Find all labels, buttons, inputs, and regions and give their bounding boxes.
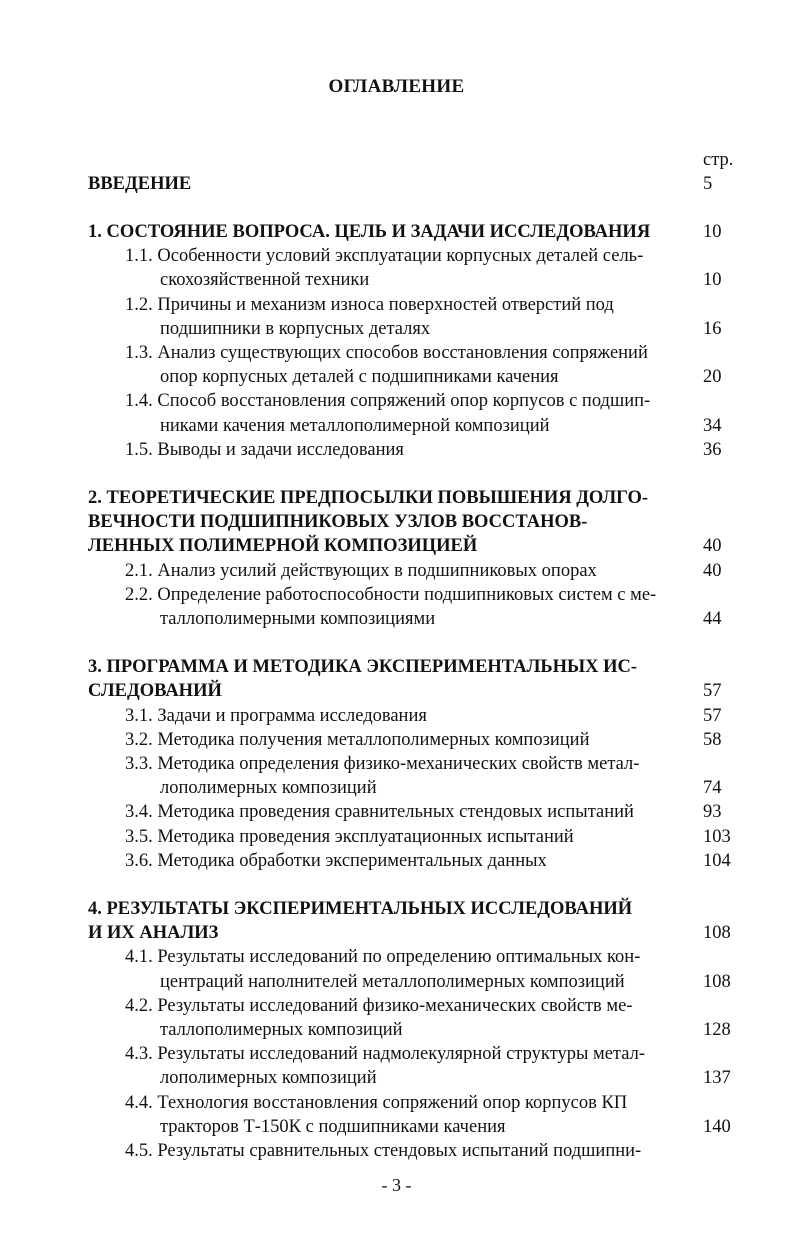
toc-subsection-page: 36 [703,439,722,460]
toc-subsection-page: 104 [703,850,731,871]
toc-section-title: ВЕЧНОСТИ ПОДШИПНИКОВЫХ УЗЛОВ ВОССТАНОВ- [88,512,588,533]
toc-subsection-line: 1.4. Способ восстановления сопряжений опор корпусов с подшип- [125,391,651,412]
toc-subsection-line: опор корпусных деталей с подшипниками качения [160,367,559,388]
toc-subsection-line: никами качения металлополимерной композиций [160,415,550,436]
toc-subsection-page: 10 [703,270,722,291]
toc-subsection-page: 74 [703,778,722,799]
toc-section-title: 3. ПРОГРАММА И МЕТОДИКА ЭКСПЕРИМЕНТАЛЬНЫХ ИС- [88,657,638,678]
toc-subsection-line: 1.3. Анализ существующих способов восстановления сопряжений [125,343,648,363]
toc-subsection-line: 4.3. Результаты исследований надмолекулярной структуры метал- [125,1044,645,1065]
toc-subsection-line: лополимерных композиций [160,1068,377,1089]
toc-subsection-line: скохозяйственной техники [160,270,370,291]
toc-subsection-line: 3.1. Задачи и программа исследования [125,705,427,726]
toc-subsection-line: 3.5. Методика проведения эксплуатационных испытаний [125,826,574,847]
toc-section-title: И ИХ АНАЛИЗ [88,923,219,944]
toc-subsection-line: таллополимерных композиций [160,1020,403,1040]
toc-subsection-line: 3.4. Методика проведения сравнительных стендовых испытаний [125,802,634,823]
toc-subsection-line: 3.3. Методика определения физико-механических свойств метал- [125,754,640,774]
toc-section-title: ЛЕННЫХ ПОЛИМЕРНОЙ КОМПОЗИЦИЕЙ [88,536,478,557]
toc-subsection-line: 4.4. Технология восстановления сопряжений опор корпусов КП [125,1092,628,1113]
toc-subsection-page: 40 [703,560,722,581]
toc-section-page: 108 [703,923,731,944]
toc-subsection-page: 108 [703,971,731,992]
page-title: ОГЛАВЛЕНИЕ [328,76,465,97]
toc-subsection-line: 1.5. Выводы и задачи исследования [125,439,404,460]
toc-subsection-page: 58 [703,729,722,750]
toc-subsection-line: 4.2. Результаты исследований физико-механических свойств ме- [125,995,633,1016]
toc-subsection-line: 4.1. Результаты исследований по определению оптимальных кон- [125,947,641,968]
toc-subsection-page: 137 [703,1068,731,1089]
page-number: - 3 - [381,1175,412,1195]
toc-subsection-page: 57 [703,705,722,726]
toc-subsection-page: 140 [703,1116,731,1137]
toc-subsection-line: подшипники в корпусных деталях [160,318,431,339]
toc-subsection-line: 3.6. Методика обработки экспериментальных данных [125,850,547,871]
toc-subsection-line: 2.1. Анализ усилий действующих в подшипниковых опорах [125,560,597,581]
toc-section-title: 2. ТЕОРЕТИЧЕСКИЕ ПРЕДПОСЫЛКИ ПОВЫШЕНИЯ ДОЛГО- [88,488,649,508]
toc-subsection-line: 4.5. Результаты сравнительных стендовых испытаний подшипни- [125,1141,642,1161]
toc-subsection-page: 20 [703,367,722,388]
toc-section-title: 4. РЕЗУЛЬТАТЫ ЭКСПЕРИМЕНТАЛЬНЫХ ИССЛЕДОВАНИЙ [88,899,633,919]
toc-subsection-line: центраций наполнителей металлополимерных композиций [160,971,625,992]
toc-subsection-page: 93 [703,802,722,823]
toc-subsection-line: 3.2. Методика получения металлополимерных композиций [125,729,590,750]
toc-subsection-line: таллополимерными композициями [160,609,436,629]
toc-subsection-line: 1.2. Причины и механизм износа поверхностей отверстий под [125,294,614,315]
toc-subsection-page: 44 [703,609,722,629]
toc-subsection-line: лополимерных композиций [160,778,377,799]
page-column-header: стр. [703,150,734,170]
toc-section-page: 57 [703,681,722,702]
toc-section-title: СЛЕДОВАНИЙ [88,681,222,702]
toc-subsection-line: 1.1. Особенности условий эксплуатации корпусных деталей сель- [125,246,644,267]
toc-intro-page: 5 [703,174,713,194]
toc-subsection-page: 128 [703,1020,731,1040]
toc-intro-title: ВВЕДЕНИЕ [88,174,192,194]
toc-section-page: 10 [703,222,722,242]
toc-section-title: 1. СОСТОЯНИЕ ВОПРОСА. ЦЕЛЬ И ЗАДАЧИ ИССЛЕДОВАНИЯ [88,222,651,242]
toc-section-page: 40 [703,536,722,557]
toc-subsection-line: 2.2. Определение работоспособности подшипниковых систем с ме- [125,584,657,605]
toc-subsection-page: 103 [703,826,731,847]
toc-subsection-page: 16 [703,318,722,339]
toc-subsection-page: 34 [703,415,722,436]
toc-subsection-line: тракторов Т-150К с подшипниками качения [160,1116,506,1137]
